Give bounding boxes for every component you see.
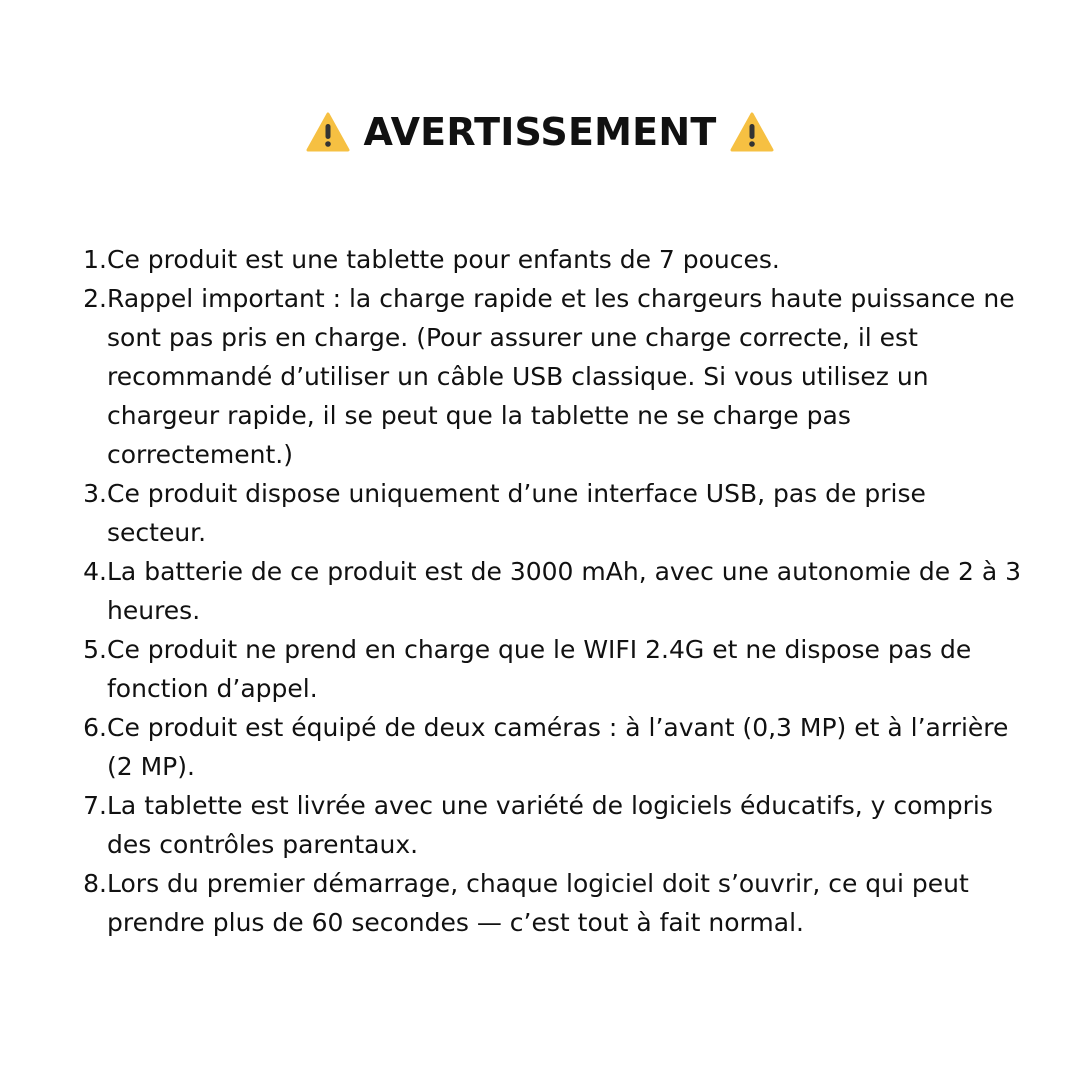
list-item xyxy=(0,552,1080,630)
item-text: Ce produit est équipé de deux caméras : à l’avant (0,3 MP) et à l’arrière (2 MP). xyxy=(107,713,1009,781)
list-item xyxy=(0,474,1080,552)
warning-icon xyxy=(306,112,350,152)
warning-list xyxy=(0,240,1080,942)
item-text: Ce produit est une tablette pour enfants de 7 pouces. xyxy=(107,245,780,274)
item-number: 7. xyxy=(83,791,107,820)
item-number: 6. xyxy=(83,713,107,742)
item-number: 4. xyxy=(83,557,107,586)
list-item xyxy=(0,708,1080,786)
item-number: 3. xyxy=(83,479,107,508)
item-number: 2. xyxy=(83,284,107,313)
list-item xyxy=(0,279,1080,474)
page-title: AVERTISSEMENT xyxy=(363,110,717,154)
item-text: La tablette est livrée avec une variété de logiciels éducatifs, y compris des contrôles parentaux. xyxy=(107,791,993,859)
item-number: 1. xyxy=(83,245,107,274)
list-item xyxy=(0,786,1080,864)
page-heading xyxy=(0,106,1080,158)
item-number: 8. xyxy=(83,869,107,898)
warning-icon xyxy=(730,112,774,152)
item-text: La batterie de ce produit est de 3000 mAh, avec une autonomie de 2 à 3 heures. xyxy=(107,557,1022,625)
item-number: 5. xyxy=(83,635,107,664)
list-item xyxy=(0,240,1080,279)
item-text: Ce produit dispose uniquement d’une interface USB, pas de prise secteur. xyxy=(107,479,926,547)
item-text: Rappel important : la charge rapide et les chargeurs haute puissance ne sont pas pris en charge. (Pour assurer une charge correcte, il est recommandé d’utiliser un câble USB classique. Si vous utilisez un chargeur rapide, il se peut que la tablette ne se charge pas correctement.) xyxy=(107,284,1015,469)
item-text: Lors du premier démarrage, chaque logiciel doit s’ouvrir, ce qui peut prendre plus de 60 secondes — c’est tout à fait normal. xyxy=(107,869,969,937)
item-text: Ce produit ne prend en charge que le WIFI 2.4G et ne dispose pas de fonction d’appel. xyxy=(107,635,972,703)
list-item xyxy=(0,630,1080,708)
list-item xyxy=(0,864,1080,942)
